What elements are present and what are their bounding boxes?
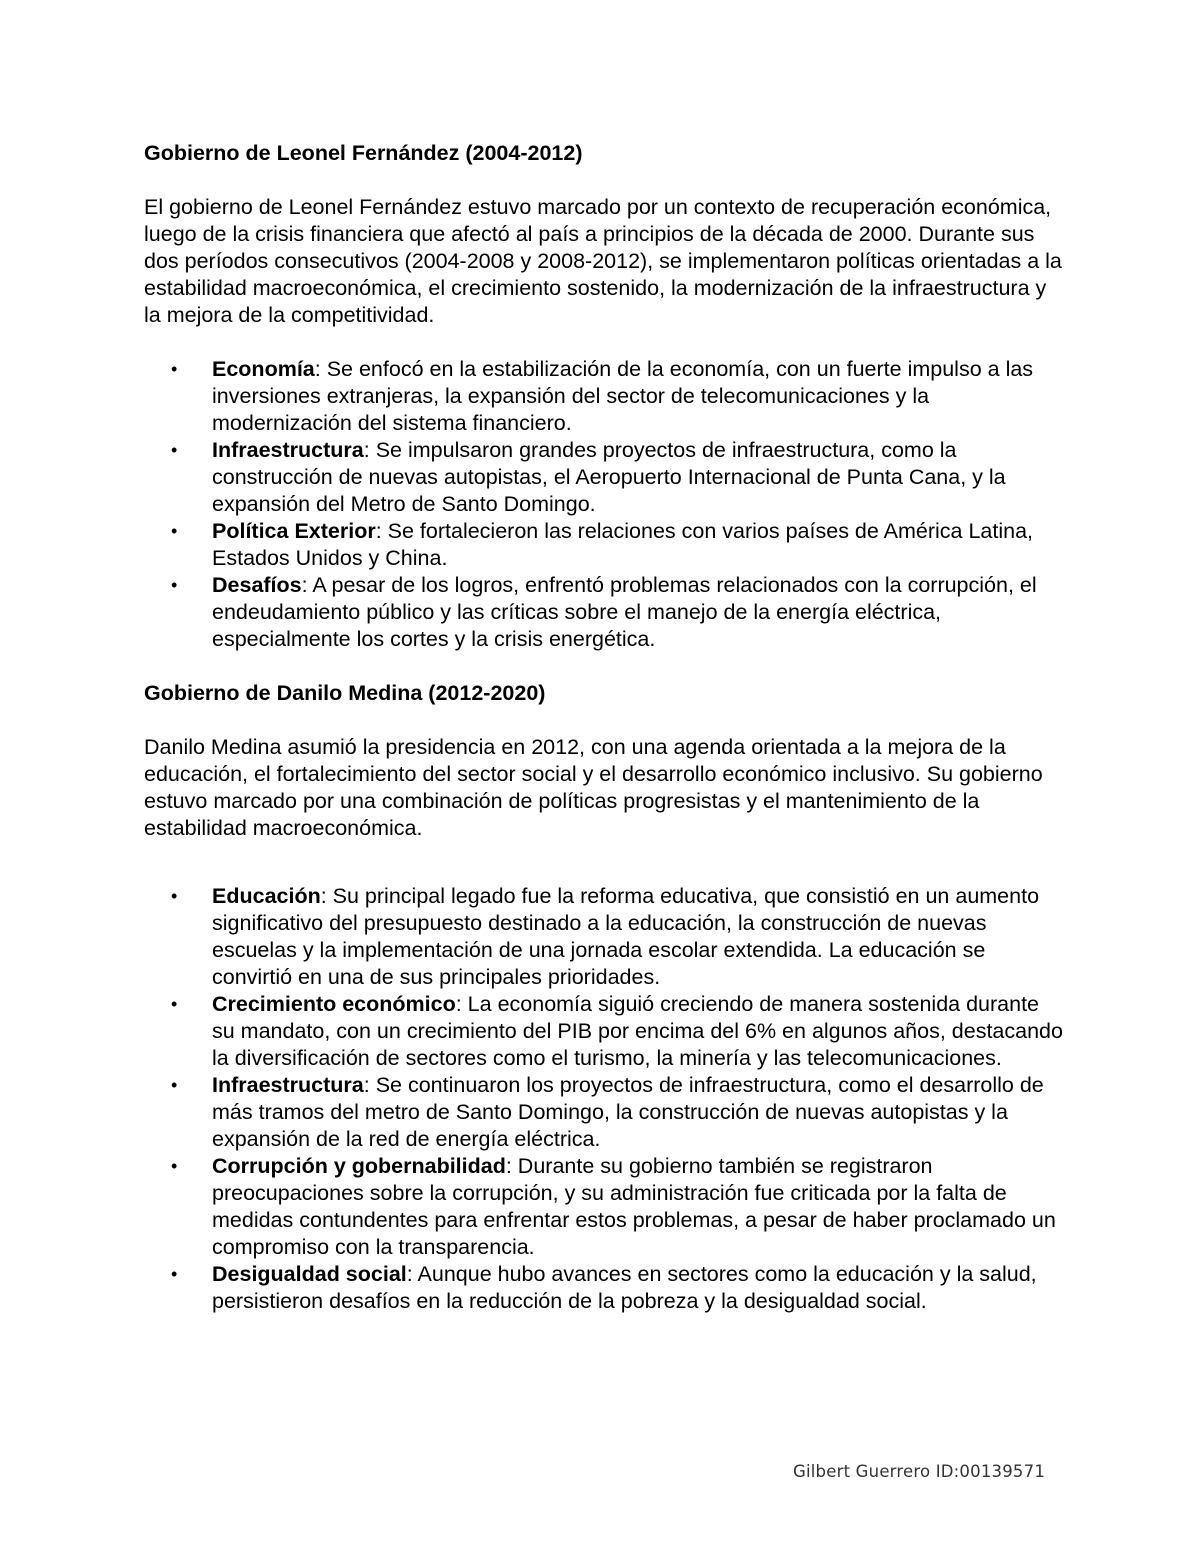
bullet-icon: • (171, 440, 178, 460)
list-item-text: : Durante su gobierno también se registraron preocupaciones sobre la corrupción, y su administración fue criticada por la falta de medidas contundentes para enfrentar estos problemas, a pesar de haber proclamado un compromiso con la transparencia. (212, 1154, 1056, 1259)
list-item (171, 437, 1064, 518)
bullet-list-medina (144, 883, 1064, 1315)
list-item (171, 991, 1064, 1072)
list-item-text: : Se enfocó en la estabilización de la economía, con un fuerte impulso a las inversiones extranjeras, la expansión del sector de telecomunicaciones y la modernización del sistema financiero. (212, 357, 1034, 435)
section-paragraph-fernandez: El gobierno de Leonel Fernández estuvo marcado por un contexto de recuperación económica, luego de la crisis financiera que afectó al país a principios de la década de 2000. Durante sus dos períodos consecutivos (2004-2008 y 2008-2012), se implementaron políticas orientadas a la estabilidad macroeconómica, el crecimiento sostenido, la modernización de la infraestructura y la mejora de la competitividad. (144, 195, 1062, 327)
bullet-icon: • (171, 359, 178, 379)
list-item-term: Desafíos (212, 573, 302, 597)
bullet-icon: • (171, 1156, 178, 1176)
bullet-icon: • (171, 575, 178, 595)
bullet-list-fernandez (144, 356, 1064, 653)
bullet-icon: • (171, 886, 178, 906)
bullet-icon: • (171, 1264, 178, 1284)
list-item-term: Economía (212, 357, 315, 381)
list-item-text: : La economía siguió creciendo de manera sostenida durante su mandato, con un crecimiento del PIB por encima del 6% en algunos años, destacando la diversificación de sectores como el turismo, la minería y las telecomunicaciones. (212, 992, 1063, 1070)
section-heading-fernandez: Gobierno de Leonel Fernández (2004-2012) (144, 141, 583, 165)
bullet-icon: • (171, 994, 178, 1014)
list-item-term: Infraestructura (212, 1073, 364, 1097)
list-item (171, 356, 1064, 437)
list-item-text: : Se continuaron los proyectos de infraestructura, como el desarrollo de más tramos del metro de Santo Domingo, la construcción de nuevas autopistas y la expansión de la red de energía eléctrica. (212, 1073, 1044, 1151)
list-item-text: : Aunque hubo avances en sectores como la educación y la salud, persistieron desafíos en la reducción de la pobreza y la desigualdad social. (212, 1262, 1037, 1313)
list-item-term: Desigualdad social (212, 1262, 407, 1286)
list-item-text: : Se fortalecieron las relaciones con varios países de América Latina, Estados Unidos y China. (212, 519, 1033, 570)
document-body (144, 140, 1064, 1315)
section-paragraph-medina: Danilo Medina asumió la presidencia en 2012, con una agenda orientada a la mejora de la educación, el fortalecimiento del sector social y el desarrollo económico inclusivo. Su gobierno estuvo marcado por una combinación de políticas progresistas y el mantenimiento de la estabilidad macroeconómica. (144, 735, 1043, 840)
bullet-icon: • (171, 521, 178, 541)
list-item-term: Crecimiento económico (212, 992, 456, 1016)
list-item-text: : Se impulsaron grandes proyectos de infraestructura, como la construcción de nuevas autopistas, el Aeropuerto Internacional de Punta Cana, y la expansión del Metro de Santo Domingo. (212, 438, 1006, 516)
list-item (171, 1153, 1064, 1261)
list-item-term: Corrupción y gobernabilidad (212, 1154, 506, 1178)
list-item-text: : Su principal legado fue la reforma educativa, que consistió en un aumento significativo del presupuesto destinado a la educación, la construcción de nuevas escuelas y la implementación de una jornada escolar extendida. La educación se convirtió en una de sus principales prioridades. (212, 884, 1040, 989)
list-item-term: Política Exterior (212, 519, 376, 543)
list-item (171, 1072, 1064, 1153)
footer-author-id: Gilbert Guerrero ID:00139571 (793, 1462, 1046, 1481)
list-item-term: Educación (212, 884, 321, 908)
section-heading-medina: Gobierno de Danilo Medina (2012-2020) (144, 681, 546, 705)
bullet-icon: • (171, 1075, 178, 1095)
list-item (171, 883, 1064, 991)
list-item (171, 518, 1064, 572)
list-item (171, 1261, 1064, 1315)
list-item-text: : A pesar de los logros, enfrentó problemas relacionados con la corrupción, el endeudamiento público y las críticas sobre el manejo de la energía eléctrica, especialmente los cortes y la crisis energética. (212, 573, 1037, 651)
list-item (171, 572, 1064, 653)
list-item-term: Infraestructura (212, 438, 364, 462)
